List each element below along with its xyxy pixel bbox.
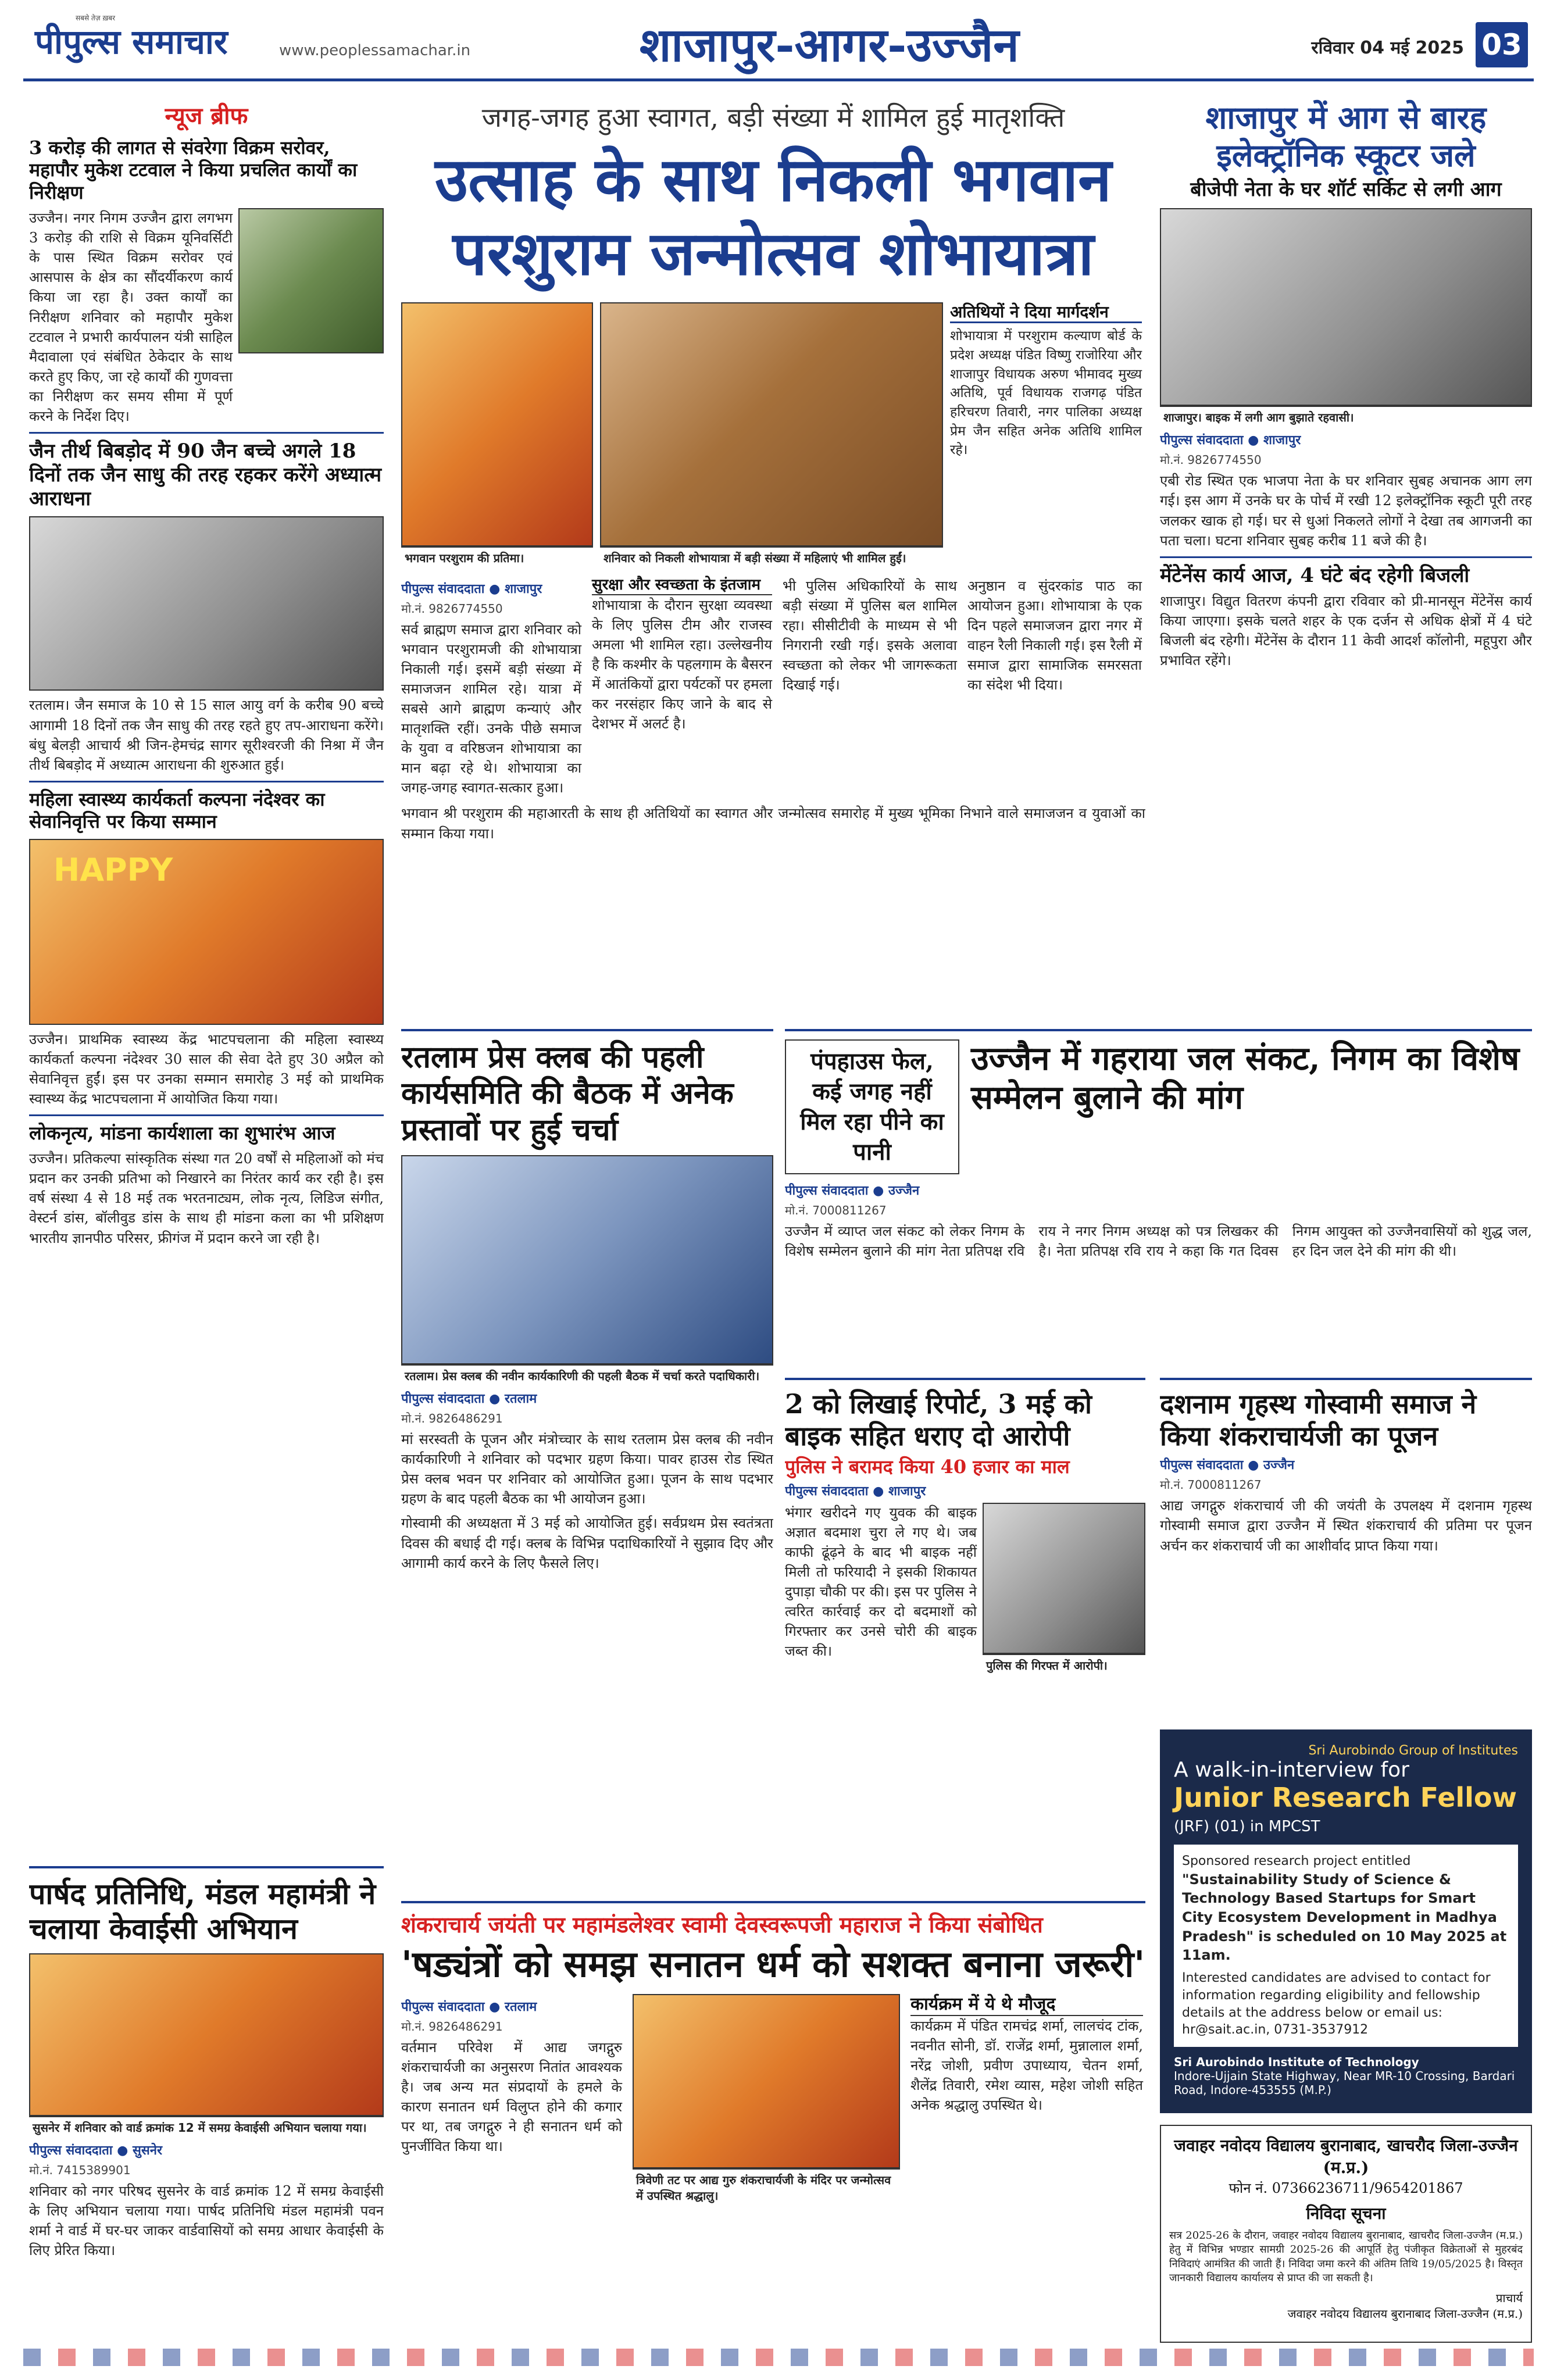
guest-body: शोभायात्रा में परशुराम कल्याण बोर्ड के प्रदेश अध्यक्ष पंडित विष्णु राजोरिया और शाजापुर विधायक अरुण भीमावद मुख्य अतिथि, पूर्व विधायक राजगढ़ पंडित हरिचरण तिवारी, नगर पालिका अध्यक्ष प्रेम जैन सहित अनेक अतिथि शामिल रहे। (950, 328, 1142, 458)
parshad-byline: पीपुल्स संवाददाता ● सुसनेर (29, 2143, 162, 2158)
fire-subhead: बीजेपी नेता के घर शॉर्ट सर्किट से लगी आग (1190, 177, 1502, 201)
ad-details (1174, 1845, 1518, 2047)
shankar-phone: मो.नं. 9826486291 (401, 2019, 503, 2034)
water-byline: पीपुल्स संवाददाता ● उज्जैन (785, 1184, 920, 1198)
main-body-5: भगवान श्री परशुराम की महाआरती के साथ ही अतिथियों का स्वागत और जन्मोत्सव समारोह में मुख्य भूमिका निभाने वाले समाजजन व युवाओं का सम्मान किया गया। (401, 805, 1145, 842)
shankar-body: वर्तमान परिवेश में आद्य जगद्गुरु शंकराचार्यजी का अनुसरण नितांत आवश्यक है। जब अन्य मत संप्रदायों के हमले के कारण सनातन धर्म विलुप्त होने की कगार पर था, तब जगद्गुरु ने ही सनातन धर्म को पुनर्जीवित किया था। (401, 2039, 622, 2155)
robbery-body: भंगार खरीदने गए युवक की बाइक अज्ञात बदमाश चुरा ले गए थे। जब काफी ढूंढ़ने के बाद भी बाइक नहीं मिली तो फरियादी ने इसकी शिकायत दुपाड़ा चौकी पर की। इस पर पुलिस ने त्वरित कार्रवाई कर दो बदमाशों को गिरफ्तार कर उनसे चोरी की बाइक जब्त की। (785, 1504, 977, 1660)
brief-story-4-headline: लोकनृत्य, मांडना कार्यशाला का शुभारंभ आज (29, 1121, 335, 1144)
main-story (401, 99, 1145, 1012)
parshad-body: शनिवार को नगर परिषद सुसनेर के वार्ड क्रमांक 12 में समग्र केवाईसी के लिए अभियान चलाया गया। पार्षद प्रतिनिधि मंडल महामंत्री पवन शर्मा ने वार्ड में घर-घर जाकर वार्डवासियों को समग्र आधार केवाईसी के लिए प्रेरित किया। (29, 2183, 384, 2259)
water-story (785, 1029, 1532, 1366)
notice-signatory: प्राचार्य (1495, 2291, 1523, 2306)
fire-byline: पीपुल्स संवाददाता ● शाजापुर (1160, 433, 1301, 448)
parshad-caption: सुसनेर में शनिवार को वार्ड क्रमांक 12 में समग्र केवाईसी अभियान चलाया गया। (29, 2116, 384, 2138)
ad-line-2: "Sustainability Study of Science & Technology Based Startups for Smart City Ecosystem Development in Madhya Pradesh" is scheduled on 10 May 2025 at 11am. (1182, 1871, 1507, 1964)
robbery-caption: पुलिस की गिरफ्त में आरोपी। (983, 1654, 1145, 1675)
masthead (23, 12, 1534, 81)
brief-story-4-body: उज्जैन। प्रतिकल्पा सांस्कृतिक संस्था गत 20 वर्षों से महिलाओं को मंच प्रदान कर उनकी प्रतिभा को निखारने का निरंतर कार्य कर रही है। इस वर्ष संस्था 4 से 18 मई तक भरतनाट्यम, लोक नृत्य, लिडिज संगीत, वेस्टर्न डांस, बॉलीवुड डांस के साथ ही मांडना कला का भी प्रशिक्षण भारतीय ज्ञानपीठ परिसर, फ्रीगंज में प्रदान करने जा रही है। (29, 1150, 384, 1246)
main-photo-procession (600, 302, 943, 546)
main-body-2: शोभायात्रा के दौरान सुरक्षा व्यवस्था के लिए पुलिस टीम और राजस्व अमला भी शामिल रहा। उल्लेखनीय है कि कश्मीर के पहलगाम के बैसरन में आतंकियों द्वारा पर्यटकों पर हमला कर नरसंहार किए जाने के बाद से देशभर में अलर्ट है। (592, 596, 772, 732)
parshad-story (29, 1866, 384, 2343)
main-photo-idol (401, 302, 593, 546)
press-phone: मो.नं. 9826486291 (401, 1411, 503, 1426)
ad-line-3: Interested candidates are advised to contact for information regarding eligibility and fellowship details at the address below or email us: hr@sait.ac.in, 0731-3537912 (1182, 1971, 1491, 2038)
main-phone: मो.नं. 9826774550 (401, 601, 503, 616)
brief-story-1-headline: 3 करोड़ की लागत से संवरेगा विक्रम सरोवर, महापौर मुकेश टटवाल ने किया प्रचलित कार्यों का निरीक्षण (29, 137, 358, 203)
brief-story-1-body: उज्जैन। नगर निगम उज्जैन द्वारा लगभग 3 करोड़ की राशि से विक्रम यूनिवर्सिटी के पास स्थित विक्रम सरोवर एवं आसपास के क्षेत्र का सौंदर्यीकरण कार्य किया जा रहा है। उक्त कार्यों का निरीक्षण शनिवार को महापौर मुकेश टटवाल ने प्रभारी कार्यपालन यंत्री साहिल मैदावाला एवं संबंधित ठेकेदार के साथ करते हुए किए, जा रहे कार्यों की गुणवत्ता का निरीक्षण कर समय सीमा में पूर्ण करने के निर्देश दिए। (29, 210, 233, 424)
press-photo (401, 1155, 773, 1364)
ad-institute: Sri Aurobindo Institute of Technology (1174, 2054, 1419, 2069)
brief-story-3-photo (29, 839, 384, 1025)
brief-story-3-headline: महिला स्वास्थ्य कार्यकर्ता कल्पना नंदेश्वर का सेवानिवृत्ति पर किया सम्मान (29, 788, 325, 833)
present-subhead: कार्यक्रम में ये थे मौजूद (910, 1994, 1143, 2016)
main-headline: उत्साह के साथ निकली भगवान परशुराम जन्मोत्सव शोभायात्रा (435, 144, 1112, 289)
dashnam-byline: पीपुल्स संवाददाता ● उज्जैन (1160, 1458, 1295, 1473)
newspaper-logo: पीपुल्स समाचार (35, 22, 228, 62)
shankar-caption: त्रिवेणी तट पर आद्य गुरु शंकराचार्यजी के मंदिर पर जन्मोत्सव में उपस्थित श्रद्धालु। (633, 2168, 900, 2206)
robbery-photo (983, 1503, 1145, 1654)
shankar-byline: पीपुल्स संवाददाता ● रतलाम (401, 1999, 537, 2014)
notice-body: सत्र 2025-26 के दौरान, जवाहर नवोदय विद्यालय बुरानाबाद, खाचरौद जिला-उज्जैन (म.प्र.) हेतु में विभिन्न भण्डार सामग्री 2025-26 की आपूर्ति हेतु पंजीकृत विक्रेताओं से मुहरबंद निविदाएं आमंत्रित की जाती हैं। निविदा जमा करने की अंतिम तिथि 19/05/2025 है। विस्तृत जानकारी विद्यालय कार्यालय से प्राप्त की जा सकती है। (1169, 2229, 1523, 2284)
fire-phone: मो.नं. 9826774550 (1160, 453, 1262, 467)
banner-text: HAPPY (53, 851, 173, 888)
dashnam-headline: दशनाम गृहस्थ गोस्वामी समाज ने किया शंकराचार्यजी का पूजन (1160, 1388, 1477, 1452)
logo-tagline: सबसे तेज़ ख़बर (76, 14, 116, 22)
ad-headline: Junior Research Fellow (1174, 1782, 1517, 1813)
dashnam-body: आद्य जगद्गुरु शंकराचार्य जी की जयंती के उपलक्ष्य में दशनाम गृहस्थ गोस्वामी समाज द्वारा उज्जैन में स्थित शंकराचार्य की प्रतिमा पर पूजन अर्चन कर शंकराचार्य जी का आशीर्वाद प्राप्त किया गया। (1160, 1498, 1532, 1554)
site-url[interactable]: www.peoplessamachar.in (279, 42, 471, 59)
ad-subhead: (JRF) (01) in MPCST (1174, 1818, 1320, 1835)
water-headline: उज्जैन में गहराया जल संकट, निगम का विशेष सम्मेलन बुलाने की मांग (971, 1039, 1520, 1117)
ad-footer (1174, 2055, 1518, 2097)
fire-caption: शाजापुर। बाइक में लगी आग बुझाते रहवासी। (1160, 406, 1532, 427)
dashnam-phone: मो.नं. 7000811267 (1160, 1478, 1262, 1492)
brief-story-2-body: रतलाम। जैन समाज के 10 से 15 साल आयु वर्ग के करीब 90 बच्चे आगामी 18 दिनों तक जैन साधु की तरह रहते हुए तप-आराधना करेंगे। बंधु बेलड़ी आचार्य श्री जिन-हेमचंद्र सागर सूरीश्वरजी की निश्रा में जैन तीर्थ बिबड़ोद में अध्यात्म आराधना की शुरुआत हुई। (29, 697, 384, 773)
robbery-story (785, 1378, 1145, 1889)
present-body: कार्यक्रम में पंडित रामचंद्र शर्मा, लालचंद टांक, नवनीत सोनी, डॉ. राजेंद्र शर्मा, मुन्नालाल शर्मा, नरेंद्र जोशी, प्रवीण उपाध्याय, चेतन शर्मा, शैलेंद्र तिवारी, रमेश व्यास, महेश जोशी सहित अनेक श्रद्धालु उपस्थित थे। (910, 2017, 1143, 2114)
ad-address: Indore-Ujjain State Highway, Near MR-10 Crossing, Bardari Road, Indore-453555 (M.P.) (1174, 2068, 1515, 2097)
shankar-headline: 'षड्यंत्रों को समझ सनातन धर्म को सशक्त बनाना जरूरी' (401, 1942, 1145, 1985)
water-body: उज्जैन में व्याप्त जल संकट को लेकर निगम के विशेष सम्मेलन बुलाने की मांग नेता प्रतिपक्ष रवि राय ने नगर निगम अध्यक्ष को पत्र लिखकर की है। नेता प्रतिपक्ष रवि राय ने कहा कि गत दिवस निगम आयुक्त को उज्जैनवासियों को शुद्ध जल, हर दिन जल देने की मांग की थी। (785, 1223, 1532, 1260)
robbery-headline: 2 को लिखाई रिपोर्ट, 3 मई को बाइक सहित धराए दो आरोपी (785, 1388, 1092, 1452)
press-body-2: गोस्वामी की अध्यक्षता में 3 मई को आयोजित हुई। सर्वप्रथम प्रेस स्वतंत्रता दिवस की बधाई दी गई। क्लब के विभिन्न पदाधिकारियों ने सुझाव दिए और आगामी कार्य करने के लिए फैसले लिए। (401, 1515, 773, 1571)
parshad-phone: मो.नं. 7415389901 (29, 2163, 131, 2177)
shankar-photo (633, 1994, 900, 2168)
ad-top: A walk-in-interview for (1174, 1758, 1409, 1782)
robbery-byline: पीपुल्स संवाददाता ● शाजापुर (785, 1484, 926, 1499)
power-headline: मेंटेनेंस कार्य आज, 4 घंटे बंद रहेगी बिजली (1160, 563, 1470, 587)
main-caption-1: भगवान परशुराम की प्रतिमा। (401, 546, 593, 568)
main-caption-2: शनिवार को निकली शोभायात्रा में बड़ी संख्या में महिलाएं भी शामिल हुईं। (600, 546, 943, 568)
brief-story-1-photo (238, 208, 384, 353)
press-byline: पीपुल्स संवाददाता ● रतलाम (401, 1392, 537, 1407)
jrf-advertisement (1160, 1729, 1532, 2113)
news-brief-tag: न्यूज ब्रीफ (165, 102, 248, 130)
parshad-headline: पार्षद प्रतिनिधि, मंडल महामंत्री ने चलाया केवाईसी अभियान (29, 1877, 376, 1946)
press-headline: रतलाम प्रेस क्लब की पहली कार्यसमिति की बैठक में अनेक प्रस्तावों पर हुई चर्चा (401, 1039, 734, 1148)
ad-line-1: Sponsored research project entitled (1182, 1854, 1411, 1868)
fire-story (1160, 99, 1532, 913)
main-body-3: भी पुलिस अधिकारियों के साथ बड़ी संख्या में पुलिस बल शामिल रहा। सीसीटीवी के माध्यम से भी निगरानी रखी गई। इसके अलावा स्वच्छता को लेकर भी जागरूकता दिखाई गई। (783, 577, 957, 694)
section-title: शाजापुर-आगर-उज्जैन (640, 17, 1019, 72)
dashnam-story (1160, 1378, 1532, 1721)
fire-photo (1160, 208, 1532, 406)
notice-signatory-org: जवाहर नवोदय विद्यालय बुरानाबाद जिला-उज्जैन (म.प्र.) (1287, 2307, 1523, 2321)
parshad-photo (29, 1953, 384, 2116)
brief-story-3-body: उज्जैन। प्राथमिक स्वास्थ्य केंद्र भाटपचलाना की महिला स्वास्थ्य कार्यकर्ता कल्पना नंदेश्वर 30 साल की सेवा देते हुए 30 अप्रैल को सेवानिवृत्त हुईं। इस पर उनका सम्मान समारोह 3 मई को प्राथमिक स्वास्थ्य केंद्र भाटपचलाना में आयोजित किया गया। (29, 1031, 384, 1107)
shankaracharya-story (401, 1901, 1145, 2343)
page-number: 03 (1476, 22, 1528, 67)
brief-story-2-headline: जैन तीर्थ बिबड़ोद में 90 जैन बच्चे अगले 18 दिनों तक जैन साधु की तरह रहकर करेंगे अध्यात्म आराधना (29, 439, 382, 510)
press-caption: रतलाम। प्रेस क्लब की नवीन कार्यकारिणी की पहली बैठक में चर्चा करते पदाधिकारी। (401, 1364, 773, 1386)
power-body: शाजापुर। विद्युत वितरण कंपनी द्वारा रविवार को प्री-मानसून मेंटेनेंस कार्य किया जाएगा। इसके चलते शहर के एक दर्जन से अधिक क्षेत्रों में 4 घंटे बिजली बंद रहेगी। मेंटेनेंस के दौरान 11 केवी आदर्श कॉलोनी, महूपुरा और प्रभावित रहेंगे। (1160, 592, 1532, 669)
main-byline: पीपुल्स संवाददाता ● शाजापुर (401, 581, 542, 596)
publication-date: रविवार 04 मई 2025 (1311, 38, 1464, 58)
main-body-4: अनुष्ठान व सुंदरकांड पाठ का आयोजन हुआ। शोभायात्रा के एक दिन पहले समाजजन द्वारा नगर में वाहन रैली निकाली गई। इस रैली में समाज द्वारा सामाजिक समरसता का संदेश भी दिया। (967, 577, 1142, 694)
brief-story-2-photo (29, 516, 384, 691)
tender-notice (1160, 2125, 1532, 2343)
news-brief-column (29, 99, 384, 1849)
pumphouse-label: पंपहाउस फेल, कई जगह नहीं मिल रहा पीने का पानी (785, 1039, 959, 1174)
main-body-1: सर्व ब्राह्मण समाज द्वारा शनिवार को भगवान परशुरामजी की शोभायात्रा निकाली गई। इसमें बड़ी संख्या में समाजजन शामिल रहे। यात्रा में सबसे आगे ब्राह्मण कन्याएं और मातृशक्ति रहीं। उनके पीछे समाज के युवा व वरिष्ठजन शोभायात्रा का मान बढ़ा रहे थे। शोभायात्रा का जगह-जगह स्वागत-सत्कार हुआ। (401, 621, 581, 796)
robbery-subhead: पुलिस ने बरामद किया 40 हजार का माल (785, 1456, 1070, 1478)
fire-body: एबी रोड स्थित एक भाजपा नेता के घर शनिवार सुबह अचानक आग लग गई। इस आग में उनके घर के पोर्च में रखी 12 इलेक्ट्रॉनिक स्कूटी पूरी तरह जलकर खाक हो गई। घर से धुआं निकलते लोगों ने देखा तब आगजनी का पता चला। घटना शनिवार सुबह करीब 11 बजे की है। (1160, 473, 1532, 549)
notice-phone: फोन नं. 07366236711/9654201867 (1229, 2180, 1463, 2196)
notice-title: जवाहर नवोदय विद्यालय बुरानाबाद, खाचरौद जिला-उज्जैन (म.प्र.) (1174, 2136, 1518, 2177)
fire-headline: शाजापुर में आग से बारह इलेक्ट्रॉनिक स्कूटर जले (1205, 99, 1487, 174)
main-kicker: जगह-जगह हुआ स्वागत, बड़ी संख्या में शामिल हुई मातृशक्ति (481, 102, 1065, 133)
notice-sign (1169, 2290, 1523, 2321)
press-body: मां सरस्वती के पूजन और मंत्रोच्चार के साथ रतलाम प्रेस क्लब की नवीन कार्यकारिणी ने शनिवार को पदभार ग्रहण किया। पावर हाउस रोड स्थित प्रेस क्लब भवन पर शनिवार को आयोजित हुआ। पूजन के साथ पदभार ग्रहण के बाद पहली बैठक का भी आयोजन हुआ। (401, 1431, 773, 1507)
ad-org: Sri Aurobindo Group of Institutes (1308, 1743, 1518, 1758)
press-club-story (401, 1029, 773, 1889)
guest-subhead: अतिथियों ने दिया मार्गदर्शन (950, 302, 1142, 324)
shankar-kicker: शंकराचार्य जयंती पर महामंडलेश्वर स्वामी देवस्वरूपजी महाराज ने किया संबोधित (401, 1911, 1043, 1938)
notice-heading: निविदा सूचना (1306, 2204, 1386, 2223)
security-subhead: सुरक्षा और स्वच्छता के इंतजाम (592, 576, 772, 595)
footer-registration-bar (23, 2349, 1534, 2366)
water-phone: मो.नं. 7000811267 (785, 1203, 887, 1217)
